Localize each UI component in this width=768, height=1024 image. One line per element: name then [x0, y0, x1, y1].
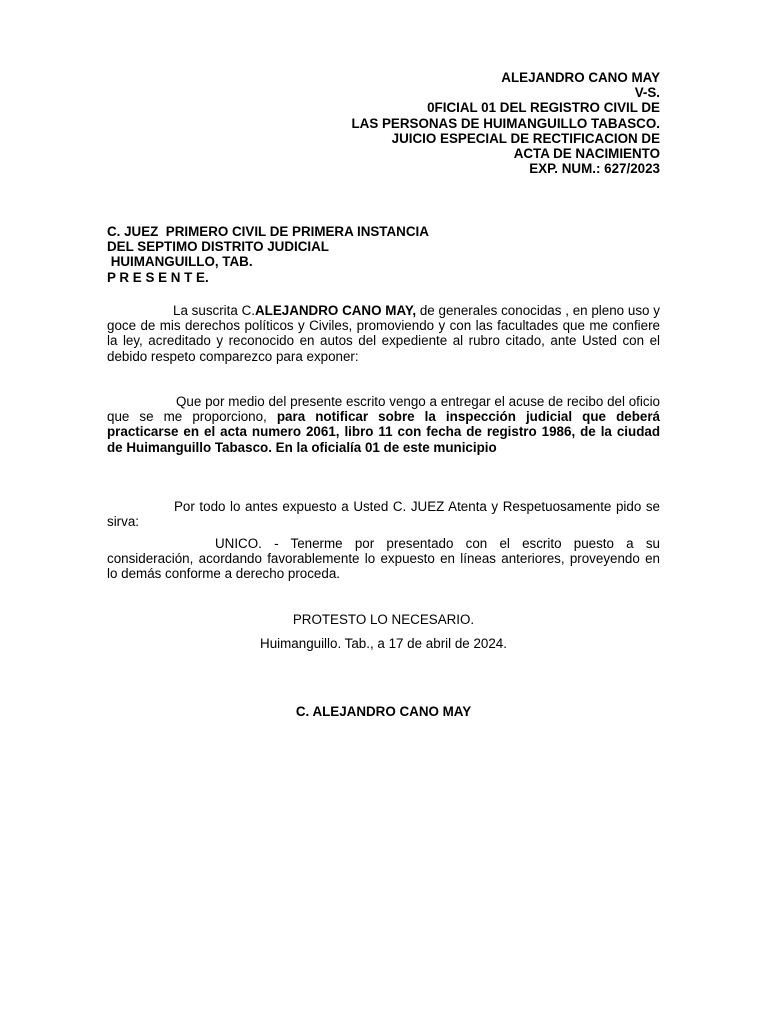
header-line-respondent: 0FICIAL 01 DEL REGISTRO CIVIL DE	[427, 100, 660, 116]
header-line-party: ALEJANDRO CANO MAY	[501, 70, 660, 85]
addressee-line-judge: C. JUEZ PRIMERO CIVIL DE PRIMERA INSTANCIA	[107, 224, 429, 239]
paragraph-request	[107, 499, 660, 529]
addressee	[107, 224, 660, 285]
intro-text-start: La suscrita C.	[173, 303, 255, 318]
addressee-line-city: HUIMANGUILLO, TAB.	[107, 254, 253, 270]
paragraph-statement	[107, 394, 660, 455]
intro-name: ALEJANDRO CANO MAY,	[254, 303, 417, 318]
statement-bold-text: para notificar sobre la inspección judicial que deberá practicarse en el acta numero 2061, libro 11 con fecha de registro 1986, de la ciudad de Huimanguillo Tabasco. En la oficialía 01 de este municipio	[107, 409, 660, 455]
header-line-trial-type: JUICIO ESPECIAL DE RECTIFICACION DE	[391, 130, 660, 146]
protesto-line: PROTESTO LO NECESARIO.	[292, 612, 475, 627]
place-date-line: Huimanguillo. Tab., a 17 de abril de 2024.	[260, 636, 507, 651]
case-header	[107, 70, 660, 176]
request-text: Por todo lo antes expuesto a Usted C. JUEZ Atenta y Respetuosamente pido se sirva:	[107, 499, 660, 530]
header-line-trial-type-2: ACTA DE NACIMIENTO	[513, 146, 660, 162]
statement-text: Que por medio del presente escrito vengo a entregar el acuse de recibo del oficio que se me proporciono,	[107, 394, 660, 425]
addressee-line-presente: P R E S E N T E.	[107, 269, 209, 285]
header-line-respondent-2: LAS PERSONAS DE HUIMANGUILLO TABASCO.	[351, 115, 660, 131]
intro-text-rest: de generales conocidas , en pleno uso y goce de mis derechos políticos y Civiles, promoviendo y con las facultades que me confiere la ley, acreditado y reconocido en autos del expediente al rubro citado, ante Usted con el debido respeto comparezco para exponer:	[107, 303, 660, 364]
paragraph-unico	[107, 536, 660, 582]
unico-text: UNICO. - Tenerme por presentado con el escrito puesto a su consideración, acordando favorablemente lo expuesto en líneas anteriores, proveyendo en lo demás conforme a derecho proceda.	[107, 536, 660, 582]
addressee-line-district: DEL SEPTIMO DISTRITO JUDICIAL	[107, 239, 329, 255]
header-line-case-number: EXP. NUM.: 627/2023	[529, 161, 660, 177]
signature-name: C. ALEJANDRO CANO MAY	[295, 704, 472, 719]
header-line-versus: V-S.	[634, 85, 660, 101]
paragraph-introduction	[107, 303, 660, 364]
